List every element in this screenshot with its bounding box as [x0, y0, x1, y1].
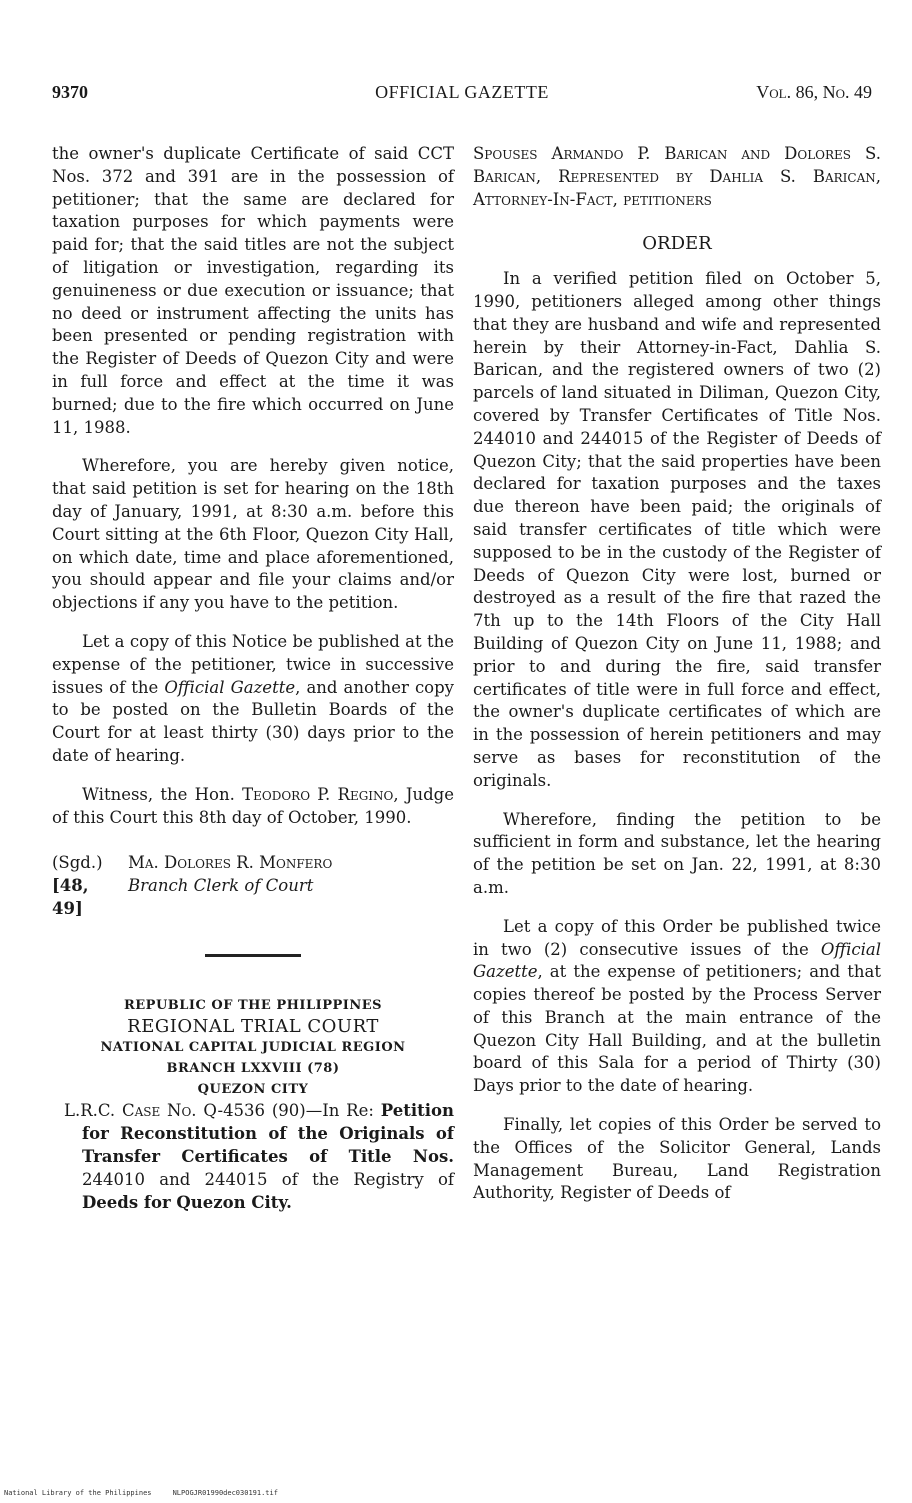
republic-line: REPUBLIC OF THE PHILIPPINES [123, 998, 383, 1014]
notice-publication-text-b: , and another copy to be posted on the Bulletin Boards of the Court for at least thirty (30) days prior to the date of hearing. [52, 677, 454, 765]
sgd-label: (Sgd.) [52, 853, 103, 873]
witness-paragraph [52, 784, 454, 830]
signature-block [52, 851, 454, 920]
order-publication-text-b: , at the expense of petitioners; and that copies thereof be posted by the Process Server of this Branch at the main entrance of the Quezon City Hall Building, and at the bulletin board of this Sala for a period of Thirty (30) Days prior to the date of hearing. [473, 962, 881, 1096]
clerk-position: Branch Clerk of Court [128, 876, 314, 896]
issue-numbers: [48, 49] [52, 876, 89, 919]
notice-publication-paragraph [52, 631, 454, 768]
order-heading: ORDER [642, 233, 712, 255]
witness-judge-name: Teodoro P. Regino [242, 784, 394, 804]
case-number: L.R.C. Case No. Q-4536 (90) [64, 1101, 306, 1121]
order-publication-gazette: Official Gazette [473, 939, 881, 982]
clerk-name: Ma. Dolores R. Monfero [128, 853, 333, 873]
order-wherefore-paragraph: Wherefore, finding the petition to be sufficient in form and substance, let the hearing of the petition be set on Jan. 22, 1991, at 8:30 a.m. [473, 809, 881, 897]
judicial-region: NATIONAL CAPITAL JUDICIAL REGION [100, 1040, 406, 1056]
notice-publication-text-a: Let a copy of this Notice be published at the expense of the petitioner, twice in successive issues of the [52, 631, 454, 697]
case-title-plain: 244010 and 244015 of the Registry of [82, 1169, 454, 1189]
parties-line-1: Spouses Armando P. Barican and Dolores S. Barican, Represented by Dahlia S. [473, 144, 881, 186]
case-title-bold-b: Deeds for Quezon City. [82, 1192, 292, 1212]
scan-file-ref: NLPOGJR01990dec030191.tif [172, 1489, 278, 1497]
notice-wherefore-paragraph: Wherefore, you are hereby given notice, that said petition is set for hearing on the 18th day of January, 1991, at 8:30 a.m. before this Court sitting at the 6th Floor, Quezon City Hall, on which date, time and place aforementioned, you should appear and file your claims and/or objections if any you have to the petition. [52, 456, 454, 613]
parties-caption [473, 143, 881, 211]
court-heading [52, 995, 454, 1100]
order-finally-paragraph: Finally, let copies of this Order be served to the Offices of the Solicitor General, Lands Management Bureau, Land Registration Authority, Register of Deeds of [473, 1115, 881, 1203]
notice-publication-gazette: Official Gazette [164, 677, 296, 697]
order-publication-text-a: Let a copy of this Order be published twice in two (2) consecutive issues of the [473, 916, 881, 959]
case-caption [52, 1100, 454, 1214]
case-title-lead: —In Re: [305, 1101, 381, 1121]
parties-line-2: Barican, Attorney-In-Fact, petitioners [473, 166, 881, 209]
witness-lead: Witness, the Hon. [82, 784, 243, 804]
right-column [473, 143, 881, 1205]
left-column [52, 143, 454, 1214]
publication-title: OFFICIAL GAZETTE [375, 82, 549, 102]
page-number: 9370 [52, 82, 88, 102]
court-name: REGIONAL TRIAL COURT [127, 1016, 379, 1038]
city-line: QUEZON CITY [197, 1082, 309, 1098]
order-petition-paragraph: In a verified petition filed on October 5, 1990, petitioners alleged among other things that they are husband and wife and represented herein by their Attorney-in-Fact, Dahlia S. Barican, and the registered owners of two (2) parcels of land situated in Diliman, Quezon City, covered by Transfer Certificates of Title Nos. 244010 and 244015 of the Register of Deeds of Quezon City; that the said properties have been declared for taxation purposes and the taxes due thereon have been paid; the originals of said transfer certificates of title which were supposed to be in the custody of the Register of Deeds of Quezon City were lost, burned or destroyed as a result of the fire that razed the 7th up to the 14th Floors of the City Hall Building of Quezon City on June 11, 1988; and prior to and during the fire, said transfer certificates of title were in full force and effect, the owner's duplicate certificates of which are in the possession of herein petitioners and may serve as bases for reconstitution of the originals. [473, 269, 881, 790]
page-header [52, 82, 872, 110]
scan-footer [4, 1489, 278, 1497]
case-title-bold-a: Petition for Reconstitution of the Originals of Transfer Certificates of Title Nos. [82, 1101, 454, 1166]
witness-rest: , Judge of this Court this 8th day of October, 1990. [52, 784, 454, 827]
continuation-paragraph: the owner's duplicate Certificate of said CCT Nos. 372 and 391 are in the possession of petitioner; that the same are declared for taxation purposes for which payments were paid for; that the said titles are not the subject of litigation or investigation, regarding its genuineness or due execution or issuance; that no deed or instrument affecting the units has been presented or pending registration with the Register of Deeds of Quezon City and were in full force and effect at the time it was burned; due to the fire which occurred on June 11, 1988. [52, 144, 454, 437]
section-divider [205, 954, 301, 957]
order-publication-paragraph [473, 916, 881, 1098]
volume-number: Vol. 86, No. 49 [756, 82, 872, 102]
branch-line: BRANCH LXXVIII (78) [166, 1061, 340, 1077]
library-credit: National Library of the Philippines [4, 1489, 152, 1497]
